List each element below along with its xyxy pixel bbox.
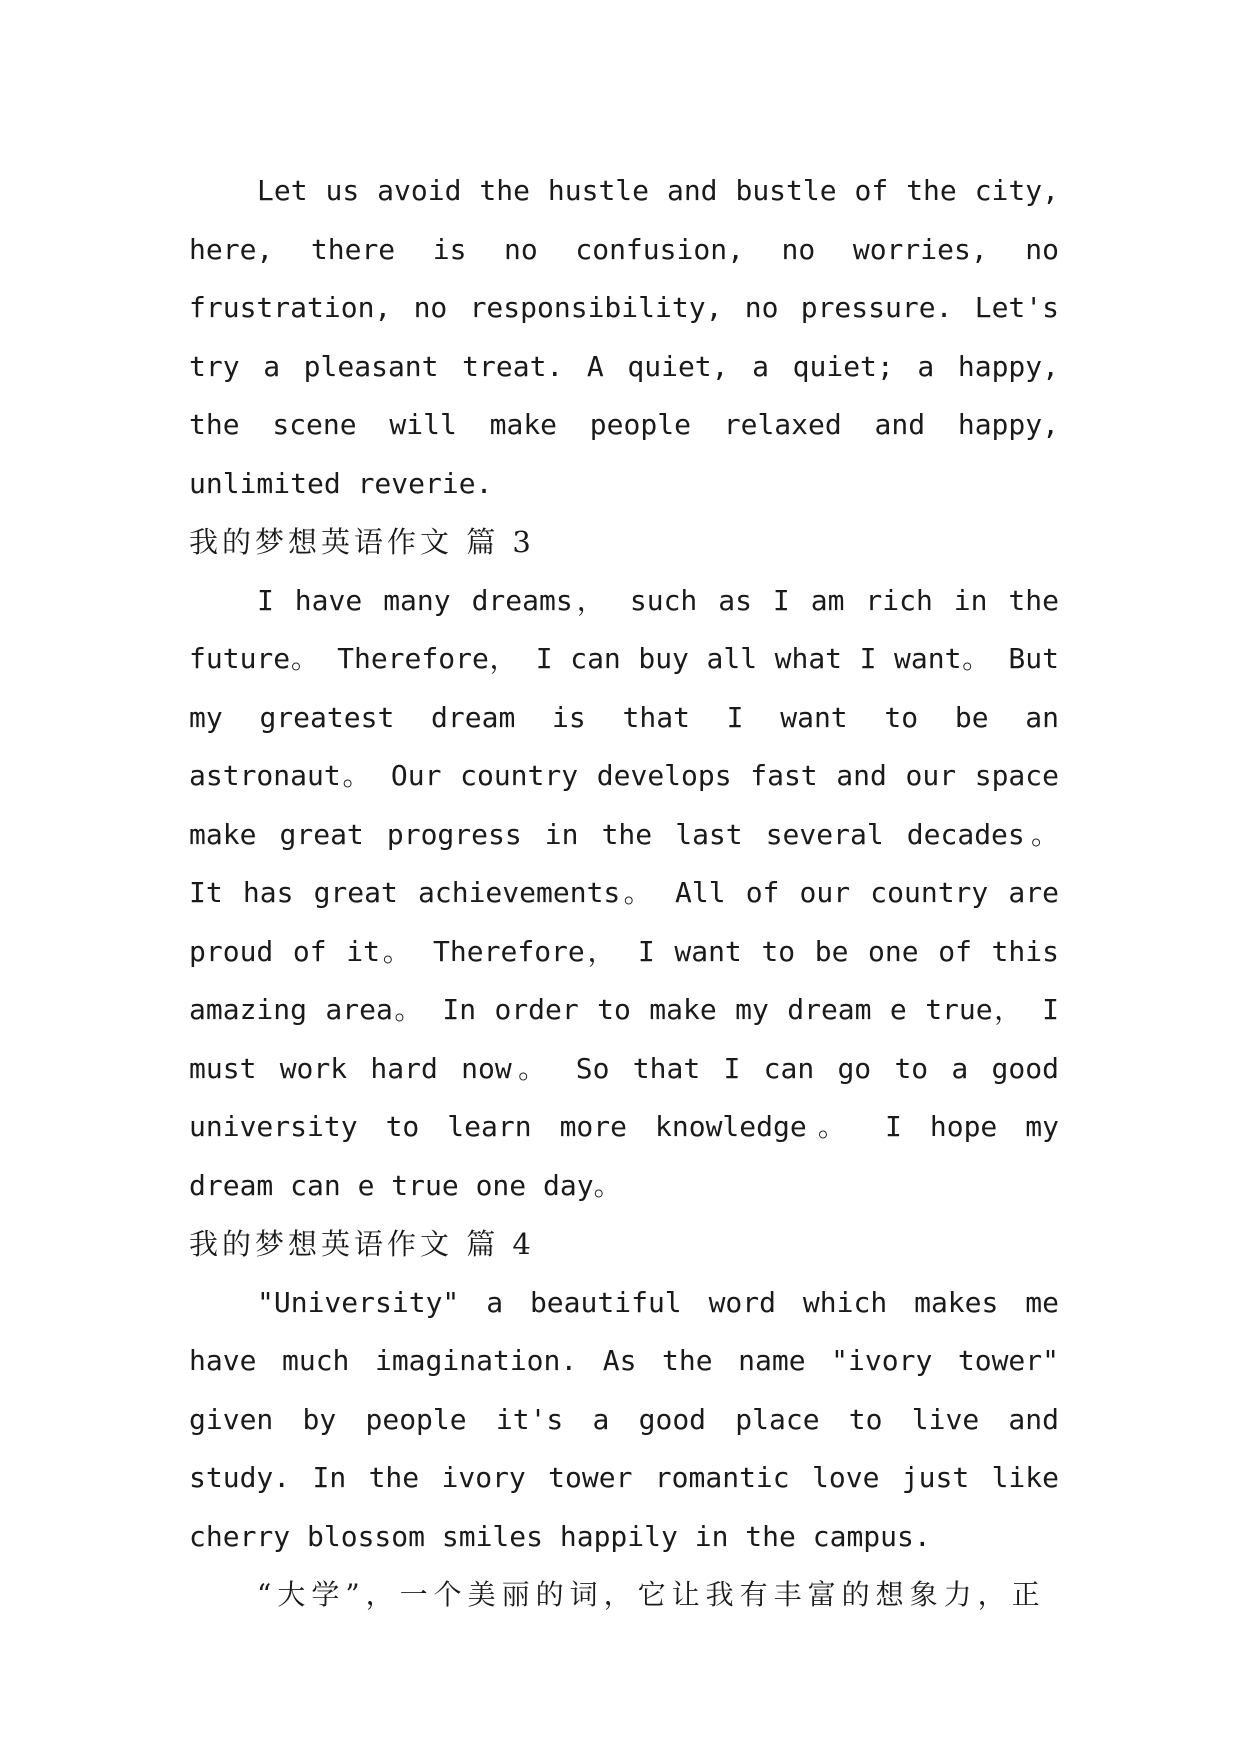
document-page xyxy=(189,162,1059,1625)
paragraph-astronaut-dream: I have many dreams， such as I am rich in the future。 Therefore， I can buy all what I want。 But my greatest dream is that I want to be an astronaut。 Our country develops fast and our space make great progress in the last several decades。 It has great achievements。 All of our country are proud of it。 Therefore， I want to be one of this amazing area。 In order to make my dream e true， I must work hard now。 So that I can go to a good university to learn more knowledge。 I hope my dream can e true one day。 xyxy=(189,583,1059,1202)
essay-heading-4: 我的梦想英语作文 篇 4 xyxy=(189,1227,535,1261)
paragraph-city-escape: Let us avoid the hustle and bustle of the city, here, there is no confusion, no worries, no frustration, no responsibility, no pressure. Let's try a pleasant treat. A quiet, a quiet; a happy, the scene will make people relaxed and happy, unlimited reverie. xyxy=(189,174,1059,500)
paragraph-university-chinese: “大学”，一个美丽的词，它让我有丰富的想象力，正 xyxy=(257,1578,1046,1611)
essay-heading-3: 我的梦想英语作文 篇 3 xyxy=(189,525,535,559)
paragraph-university: "University" a beautiful word which makes me have much imagination. As the name "ivory tower" given by people it's a good place to live and study. In the ivory tower romantic love just like cherry blossom smiles happily in the campus. xyxy=(189,1285,1059,1553)
